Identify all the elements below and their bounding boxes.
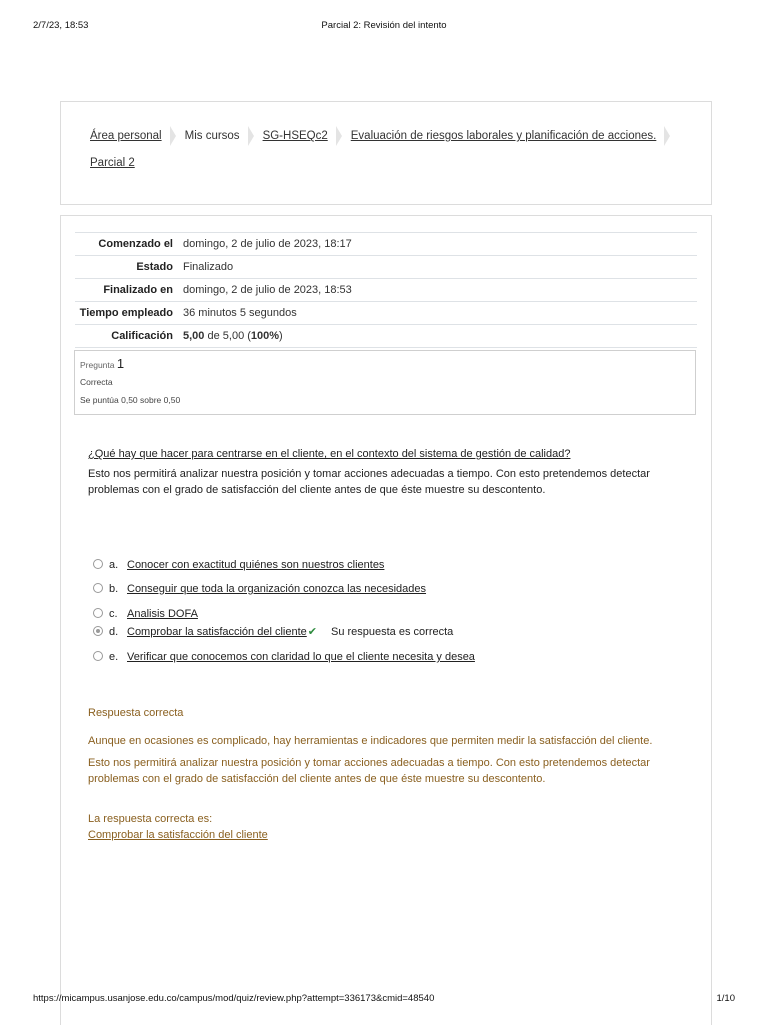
grade-close: ): [279, 330, 283, 342]
radio-button[interactable]: [93, 559, 103, 569]
answer-text: Conocer con exactitud quiénes son nuestros clientes: [127, 559, 385, 571]
breadcrumb-section[interactable]: Evaluación de riesgos laborales y planificación de acciones.: [350, 130, 657, 142]
breadcrumb-separator: [248, 126, 254, 146]
finished-value: domingo, 2 de julio de 2023, 18:53: [183, 284, 352, 296]
answer-letter: c.: [109, 608, 118, 620]
question-state: Correcta: [80, 377, 113, 387]
grade-score: 5,00: [183, 330, 205, 342]
question-mark: Se puntúa 0,50 sobre 0,50: [80, 395, 181, 405]
print-page-title: Parcial 2: Revisión del intento: [321, 20, 447, 31]
breadcrumb-course[interactable]: SG-HSEQc2: [262, 130, 328, 142]
answer-feedback: Su respuesta es correcta: [330, 626, 454, 638]
finished-label: Finalizado en: [103, 284, 173, 296]
grade-value: [181, 325, 697, 348]
answer-text: Analisis DOFA: [127, 608, 198, 620]
summary-row-finished: [75, 279, 697, 302]
feedback-paragraph-1: Aunque en ocasiones es complicado, hay herramientas e indicadores que permiten medir la satisfacción del cliente.: [88, 735, 653, 747]
feedback-block: [88, 705, 678, 843]
summary-row-time: [75, 302, 697, 325]
question-description: Esto nos permitirá analizar nuestra posición y tomar acciones adecuadas a tiempo. Con esto pretendemos detectar problemas con el grado de satisfacción del cliente antes de que éste muestre su descontento.: [88, 468, 650, 496]
answer-letter: e.: [109, 651, 119, 663]
answer-letter: a.: [109, 559, 119, 571]
feedback-title: Respuesta correcta: [88, 707, 184, 719]
started-label: Comenzado el: [98, 238, 173, 250]
breadcrumb-separator: [664, 126, 670, 146]
grade-label: Calificación: [111, 330, 173, 342]
breadcrumb-quiz[interactable]: Parcial 2: [90, 157, 135, 169]
attempt-summary-table: [75, 232, 697, 348]
started-value: domingo, 2 de julio de 2023, 18:17: [183, 238, 352, 250]
breadcrumb-card: [60, 101, 712, 205]
breadcrumb-separator: [170, 126, 176, 146]
radio-button-checked[interactable]: [93, 626, 103, 636]
print-url: https://micampus.usanjose.edu.co/campus/mod/quiz/review.php?attempt=336173&cmid=48540: [33, 993, 435, 1004]
grade-percent: 100%: [250, 330, 280, 342]
breadcrumb-mis-cursos[interactable]: Mis cursos: [184, 130, 240, 142]
answer-option-d[interactable]: [93, 624, 453, 640]
answer-option-c[interactable]: [93, 606, 198, 622]
answer-letter: b.: [109, 583, 119, 595]
radio-button[interactable]: [93, 583, 103, 593]
breadcrumb-area-personal[interactable]: Área personal: [90, 130, 162, 142]
answer-option-e[interactable]: [93, 649, 475, 665]
answer-letter: d.: [109, 626, 119, 638]
question-text: ¿Qué hay que hacer para centrarse en el cliente, en el contexto del sistema de gestión de calidad?: [88, 448, 571, 460]
question-text-block: [88, 446, 678, 498]
state-label: Estado: [136, 261, 173, 273]
correct-answer-text: Comprobar la satisfacción del cliente: [88, 829, 268, 841]
time-value: 36 minutos 5 segundos: [183, 307, 297, 319]
checkmark-icon: ✔: [307, 626, 317, 638]
print-page-number: 1/10: [716, 993, 735, 1004]
answer-option-b[interactable]: [93, 581, 426, 597]
feedback-paragraph-2: Esto nos permitirá analizar nuestra posición y tomar acciones adecuadas a tiempo. Con esto pretendemos detectar problemas con el grado de satisfacción del cliente antes de que éste muestre su descontento.: [88, 757, 650, 785]
time-label: Tiempo empleado: [79, 307, 173, 319]
correct-answer-label: La respuesta correcta es:: [88, 813, 213, 825]
breadcrumb-separator: [336, 126, 342, 146]
state-value: Finalizado: [183, 261, 234, 273]
question-label: Pregunta: [80, 360, 115, 370]
question-number-value: 1: [116, 356, 125, 371]
radio-button[interactable]: [93, 608, 103, 618]
answer-text: Verificar que conocemos con claridad lo que el cliente necesita y desea: [127, 651, 475, 663]
quiz-review-card: [60, 215, 712, 1025]
answer-text: Conseguir que toda la organización conozca las necesidades: [127, 583, 427, 595]
summary-row-grade: [75, 325, 697, 348]
question-number: [80, 356, 124, 371]
print-datetime: 2/7/23, 18:53: [33, 20, 89, 31]
radio-button[interactable]: [93, 651, 103, 661]
answer-option-a[interactable]: [93, 557, 384, 573]
question-info-box: [74, 350, 696, 415]
summary-row-state: [75, 256, 697, 279]
answer-text: Comprobar la satisfacción del cliente: [127, 626, 307, 638]
summary-row-started: [75, 233, 697, 256]
grade-rest: de 5,00 (: [207, 330, 251, 342]
